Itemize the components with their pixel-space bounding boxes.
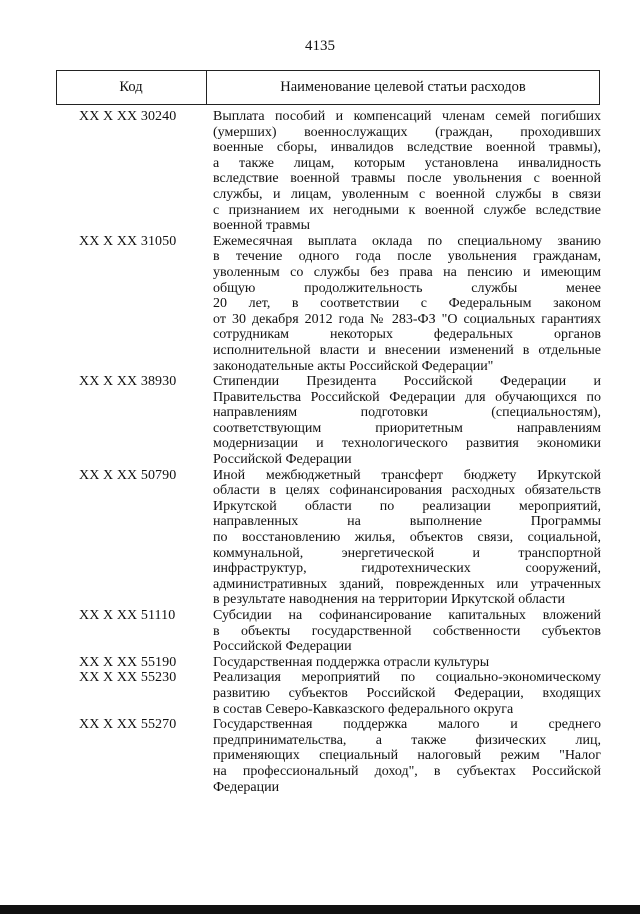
header-top-border xyxy=(56,70,600,71)
description-line: в течение одного года после увольнения гражданам, xyxy=(213,249,601,265)
table-row xyxy=(0,468,640,608)
header-bottom-border xyxy=(56,104,600,105)
scan-bottom-edge xyxy=(0,905,640,914)
row-description xyxy=(213,109,601,234)
header-name: Наименование целевой статьи расходов xyxy=(280,79,526,95)
description-line: уволенным со службы без права на пенсию и имеющим xyxy=(213,264,601,280)
table-body xyxy=(0,109,640,795)
description-line: законодательные акты Российской Федерации" xyxy=(213,358,494,374)
row-description xyxy=(213,670,601,717)
description-line: административных зданий, поврежденных или утраченных xyxy=(213,576,601,592)
table-row xyxy=(0,374,640,468)
description-line: 20 лет, в соответствии с Федеральным законом xyxy=(213,296,601,312)
description-line: Государственная поддержка отрасли культуры xyxy=(213,654,490,670)
page-number: 4135 xyxy=(305,38,335,54)
description-line: предпринимательства, а также физических лиц, xyxy=(213,732,601,748)
header-code: Код xyxy=(119,79,143,95)
description-line: соответствующим приоритетным направлениям xyxy=(213,420,601,436)
description-line: сотрудникам некоторых федеральных органов xyxy=(213,327,601,343)
description-line: развитию субъектов Российской Федерации, входящих xyxy=(213,685,601,701)
description-line: Выплата пособий и компенсаций членам семей погибших xyxy=(213,109,601,124)
description-line: в объекты государственной собственности субъектов xyxy=(213,623,601,639)
row-description xyxy=(213,234,601,374)
description-line: в результате наводнения на территории Иркутской области xyxy=(213,592,566,608)
description-line: военной травмы xyxy=(213,218,311,234)
description-line: а также лицам, которым установлена инвалидность xyxy=(213,155,601,171)
row-description xyxy=(213,374,601,468)
description-line: (умерших) военнослужащих (граждан, проходивших xyxy=(213,124,601,140)
row-description xyxy=(213,608,601,655)
description-line: коммунальной, энергетической и транспортной xyxy=(213,545,601,561)
description-line: области в целях софинансирования расходных обязательств xyxy=(213,483,601,499)
description-line: с признанием их негодными к военной службе вследствие xyxy=(213,202,601,218)
table-row xyxy=(0,109,640,234)
description-line: Федерации xyxy=(213,779,280,795)
row-code: XX X XX 31050 xyxy=(79,233,177,249)
description-line: направленных на выполнение Программы xyxy=(213,514,601,530)
table-row xyxy=(0,717,640,795)
description-line: Государственная поддержка малого и среднего xyxy=(213,717,601,733)
row-code: XX X XX 55190 xyxy=(79,654,177,670)
description-line: по восстановлению жилья, объектов связи, социальной, xyxy=(213,530,601,546)
description-line: направлениям подготовки (специальностям), xyxy=(213,405,601,421)
row-code: XX X XX 51110 xyxy=(79,608,176,623)
description-line: общую продолжительность службы менее xyxy=(213,280,601,296)
description-line: военные сборы, инвалидов вследствие военной травмы), xyxy=(213,140,601,156)
description-line: модернизации и технологического развития экономики xyxy=(213,436,601,452)
description-line: Реализация мероприятий по социально-экономическому xyxy=(213,670,601,686)
description-line: вследствие военной травмы после увольнения с военной xyxy=(213,171,601,187)
description-line: Иркутской области по реализации мероприятий, xyxy=(213,498,601,514)
row-code: XX X XX 30240 xyxy=(79,109,177,124)
row-code: XX X XX 38930 xyxy=(79,374,177,390)
table-row xyxy=(0,670,640,717)
description-line: Ежемесячная выплата оклада по специальному званию xyxy=(213,233,601,249)
description-line: Субсидии на софинансирование капитальных вложений xyxy=(213,608,601,623)
description-line: Стипендии Президента Российской Федерации и xyxy=(213,374,601,390)
row-code: XX X XX 55270 xyxy=(79,717,177,733)
description-line: Российской Федерации xyxy=(213,639,352,655)
description-line: Иной межбюджетный трансферт бюджету Иркутской xyxy=(213,467,601,483)
description-line: исполнительной власти и внесении изменений в отдельные xyxy=(213,342,601,358)
table-row xyxy=(0,608,640,655)
description-line: применяющих специальный налоговый режим "Налог xyxy=(213,748,601,764)
description-line: на профессиональный доход", в субъектах Российской xyxy=(213,763,601,779)
row-code: XX X XX 50790 xyxy=(79,467,177,483)
row-description xyxy=(213,655,601,671)
row-description xyxy=(213,717,601,795)
row-code: XX X XX 55230 xyxy=(79,670,177,686)
description-line: в состав Северо-Кавказского федерального округа xyxy=(213,701,514,717)
row-description xyxy=(213,468,601,608)
description-line: от 30 декабря 2012 года № 283-ФЗ "О социальных гарантиях xyxy=(213,311,601,327)
description-line: инфраструктур, гидротехнических сооружений, xyxy=(213,561,601,577)
table-row xyxy=(0,234,640,374)
description-line: Российской Федерации xyxy=(213,452,352,468)
table-row xyxy=(0,655,640,671)
description-line: службы, и лицам, уволенным с военной службы в связи xyxy=(213,186,601,202)
description-line: Правительства Российской Федерации для обучающихся по xyxy=(213,389,601,405)
header-right-border xyxy=(599,70,600,105)
